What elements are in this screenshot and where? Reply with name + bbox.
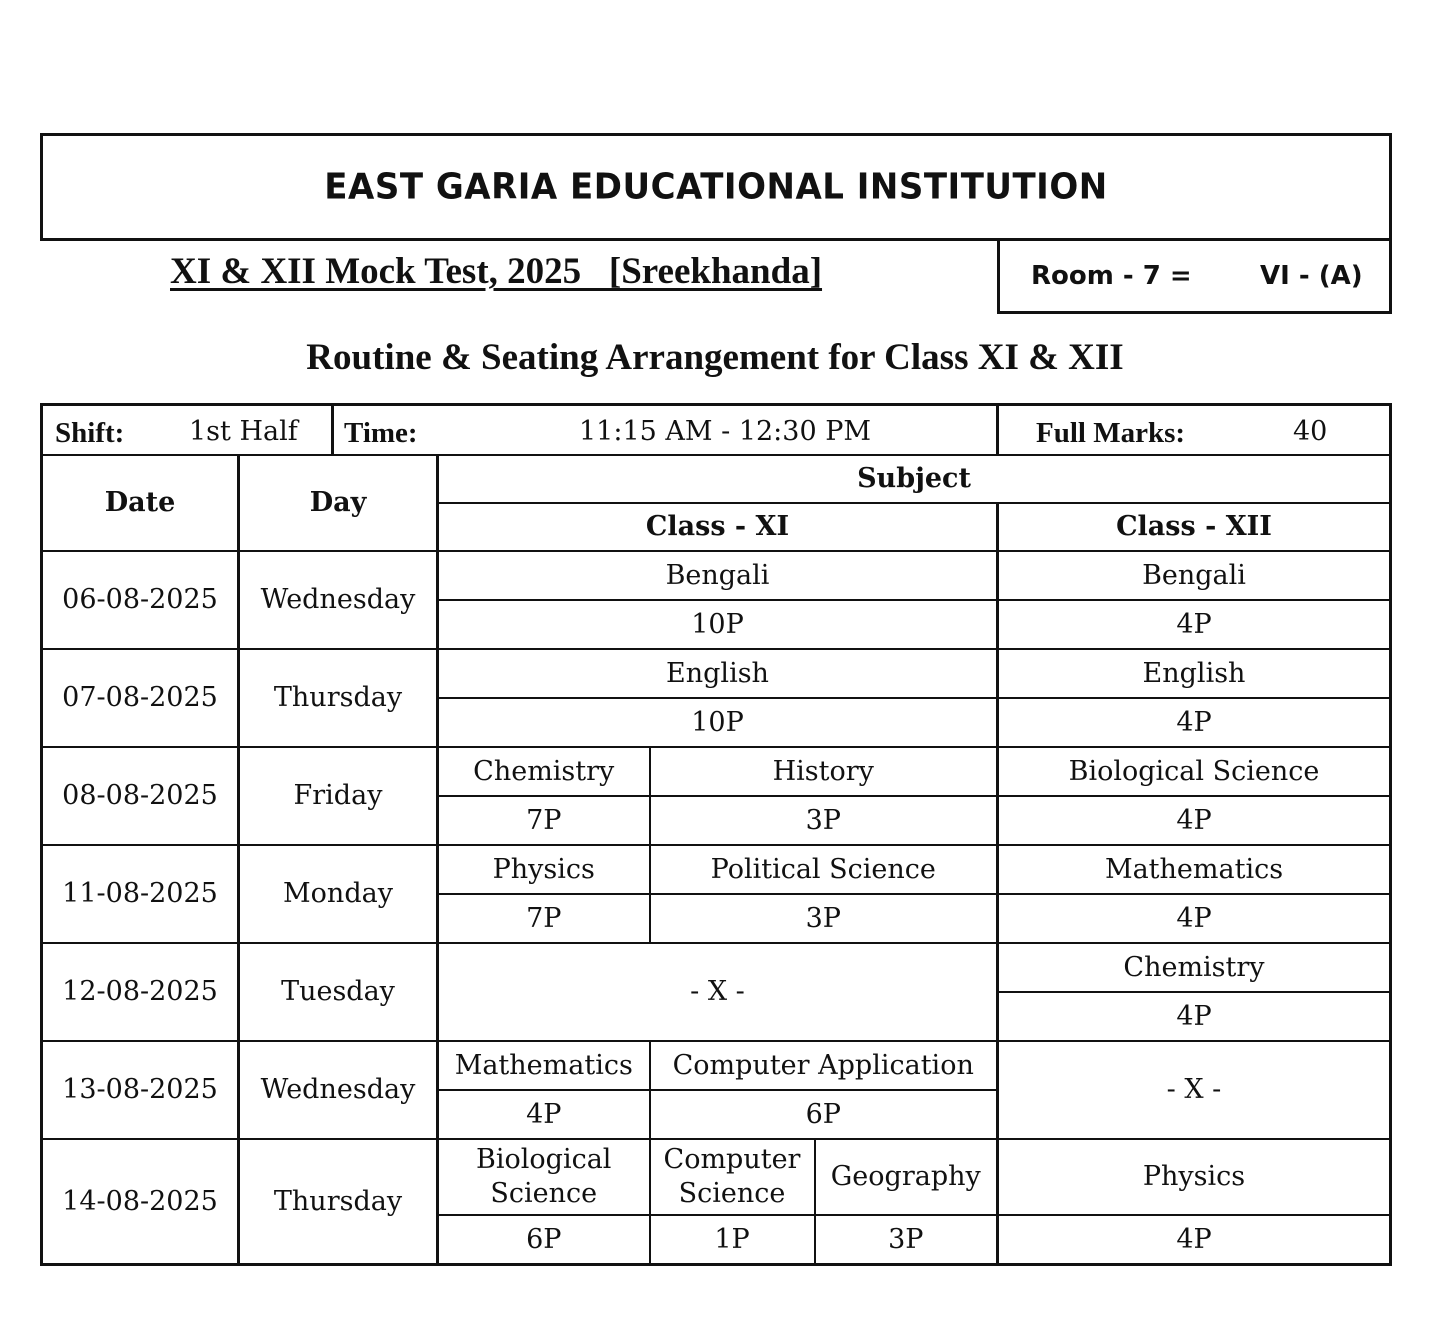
xii-subject: Physics [998,1139,1391,1215]
xi-seats-a: 7P [438,796,650,845]
xi-subject: Bengali [438,551,998,600]
class-xi-header: Class - XI [438,503,998,551]
date-cell: 07-08-2025 [42,649,239,747]
xi-seats-a: 6P [438,1215,650,1265]
xi-subject-a: Chemistry [438,747,650,796]
xi-seats-b: 3P [650,796,998,845]
day-cell: Friday [239,747,438,845]
marks-value: 40 [1293,416,1328,447]
xii-seats: 4P [998,894,1391,943]
day-cell: Monday [239,845,438,943]
xi-subject-b: Computer Application [650,1041,998,1090]
xii-subject: English [998,649,1391,698]
date-cell: 12-08-2025 [42,943,239,1041]
class-xii-header: Class - XII [998,503,1391,551]
time-cell [333,405,998,456]
xii-seats: 4P [998,796,1391,845]
date-cell: 13-08-2025 [42,1041,239,1139]
xi-subject-b [650,1139,815,1215]
day-header: Day [239,455,438,551]
xi-subject-b: Political Science [650,845,998,894]
xi-subject-b-line2: Science [678,1178,786,1209]
table-row [42,1139,1391,1215]
day-cell: Wednesday [239,1041,438,1139]
xi-subject-c: Geography [815,1139,998,1215]
info-row [42,405,1391,456]
xi-seats-a: 7P [438,894,650,943]
day-cell: Tuesday [239,943,438,1041]
table-row [42,649,1391,698]
xi-seats-c: 3P [815,1215,998,1265]
marks-cell [998,405,1391,456]
xi-none: - X - [438,943,998,1041]
date-cell: 08-08-2025 [42,747,239,845]
day-cell: Thursday [239,649,438,747]
date-cell: 06-08-2025 [42,551,239,649]
xi-seats-a: 4P [438,1090,650,1139]
xi-seats: 10P [438,698,998,747]
xi-subject-b-line1: Computer [663,1144,801,1176]
exam-title: XI & XII Mock Test, 2025 [Sreekhanda] [170,251,823,292]
institution-name: EAST GARIA EDUCATIONAL INSTITUTION [324,166,1108,208]
day-cell: Wednesday [239,551,438,649]
xi-subject-a [438,1139,650,1215]
room-value: VI - (A) [1260,261,1363,291]
xi-subject-a: Physics [438,845,650,894]
date-cell: 11-08-2025 [42,845,239,943]
xii-seats: 4P [998,698,1391,747]
room-label: Room - 7 = [1031,261,1192,291]
day-cell: Thursday [239,1139,438,1265]
routine-title: Routine & Seating Arrangement for Class XI & XII [306,337,1124,378]
routine-table [40,403,1392,1266]
xi-seats: 10P [438,600,998,649]
xi-subject-a-line2: Science [490,1178,598,1209]
xii-seats: 4P [998,1215,1391,1265]
shift-cell [42,405,333,456]
xii-seats: 4P [998,992,1391,1041]
institution-header [40,133,1392,241]
table-row [42,845,1391,894]
xii-subject: Bengali [998,551,1391,600]
marks-label: Full Marks: [1036,417,1186,449]
table-row [42,943,1391,992]
table-row [42,747,1391,796]
subject-header: Subject [438,455,1391,503]
table-row [42,1041,1391,1090]
xii-subject: Mathematics [998,845,1391,894]
room-box [997,238,1392,314]
time-value: 11:15 AM - 12:30 PM [579,416,872,447]
xi-seats-b: 3P [650,894,998,943]
xi-subject-b: History [650,747,998,796]
xii-subject: Chemistry [998,943,1391,992]
xii-subject: Biological Science [998,747,1391,796]
xi-seats-b: 6P [650,1090,998,1139]
xi-subject: English [438,649,998,698]
header-row-1 [42,455,1391,503]
xii-seats: 4P [998,600,1391,649]
date-cell: 14-08-2025 [42,1139,239,1265]
xi-subject-a: Mathematics [438,1041,650,1090]
table-row [42,551,1391,600]
date-header: Date [42,455,239,551]
xi-subject-a-line1: Biological [476,1144,612,1176]
time-label: Time: [344,417,418,449]
shift-value: 1st Half [189,416,298,447]
shift-label: Shift: [55,417,125,449]
xii-none: - X - [998,1041,1391,1139]
xi-seats-b: 1P [650,1215,815,1265]
